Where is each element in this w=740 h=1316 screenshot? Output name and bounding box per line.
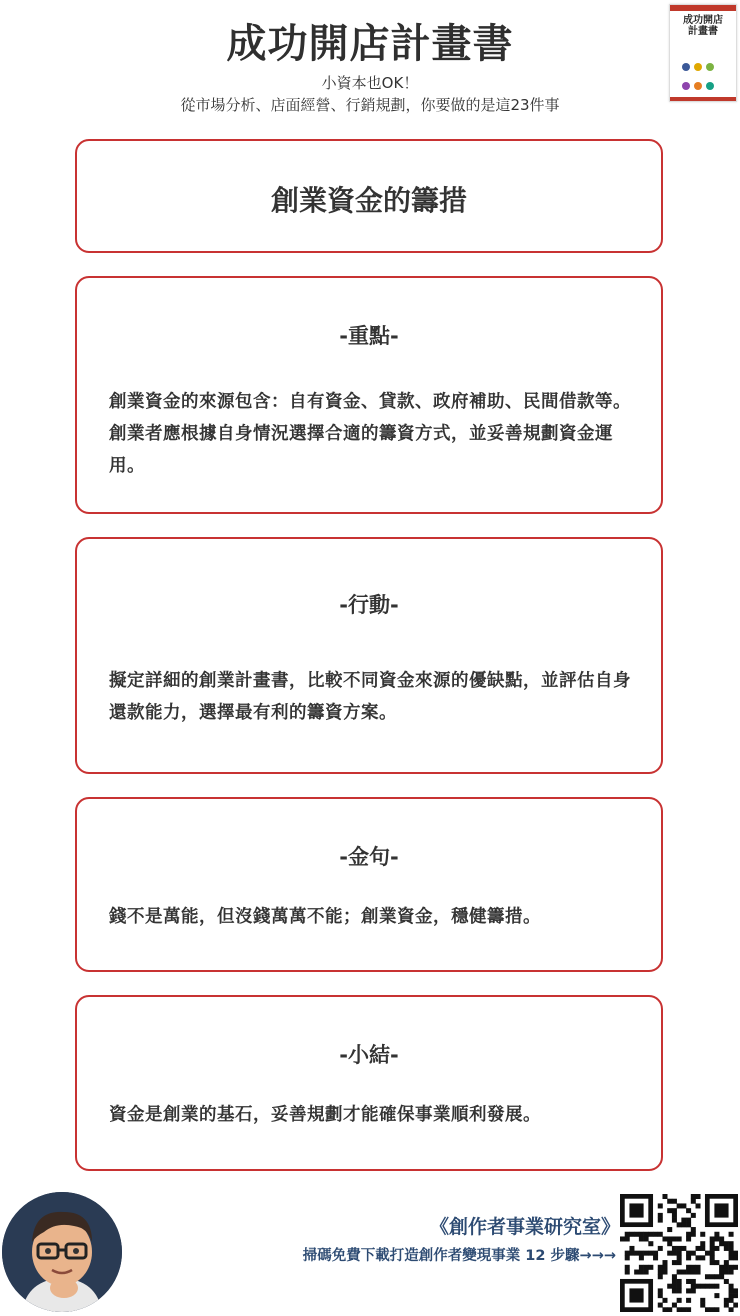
avatar	[2, 1192, 122, 1312]
book-dot-icon	[682, 63, 690, 71]
book-dot-icon	[694, 101, 702, 102]
topic-card	[75, 139, 663, 253]
page-tagline: 從市場分析、店面經營、行銷規劃，你要做的是這23件事	[180, 96, 560, 114]
section-heading: -行動-	[339, 593, 399, 617]
book-dot-icon	[706, 101, 714, 102]
section-body: 創業資金的來源包含：自有資金、貸款、政府補助、民間借款等。創業者應根據自身情況選擇合適的籌資方式，並妥善規劃資金運用。	[109, 392, 631, 476]
book-dot-icon	[706, 82, 714, 90]
section-heading: -金句-	[339, 845, 399, 869]
book-cover-bottom-band	[670, 97, 736, 101]
download-cta[interactable]: 掃碼免費下載打造創作者變現事業 12 步驟→→→	[302, 1248, 616, 1264]
book-cover-title-line1: 成功開店	[683, 15, 723, 26]
section-body: 資金是創業的基石，妥善規劃才能確保事業順利發展。	[109, 1105, 541, 1125]
qr-code[interactable]	[620, 1194, 738, 1312]
qr-code-icon	[620, 1194, 738, 1312]
section-body: 擬定詳細的創業計畫書，比較不同資金來源的優缺點，並評估自身還款能力，選擇最有利的籌資方案。	[109, 671, 631, 723]
page-subtitle: 小資本也OK！	[321, 74, 419, 92]
book-cover-thumbnail	[669, 4, 737, 102]
book-cover-band	[670, 5, 736, 11]
book-dot-icon	[694, 82, 702, 90]
page-title: 成功開店計畫書	[226, 21, 514, 67]
book-dot-icon	[682, 101, 690, 102]
book-cover-title-line2: 計畫書	[688, 26, 718, 37]
cartoon-avatar-icon	[2, 1192, 122, 1312]
section-heading: -小結-	[339, 1043, 399, 1067]
book-dot-icon	[682, 82, 690, 90]
section-card-quote	[75, 797, 663, 972]
header	[0, 18, 740, 116]
book-dot-icon	[706, 63, 714, 71]
section-card-action	[75, 537, 663, 774]
topic-title: 創業資金的籌措	[270, 184, 467, 217]
section-heading: -重點-	[339, 324, 399, 348]
studio-name: 《創作者事業研究室》	[429, 1216, 620, 1238]
section-body: 錢不是萬能，但沒錢萬萬不能；創業資金，穩健籌措。	[109, 907, 541, 927]
section-card-key-points	[75, 276, 663, 514]
book-dot-icon	[694, 63, 702, 71]
section-card-summary	[75, 995, 663, 1171]
book-cover-icons	[680, 57, 726, 102]
book-cover-title	[674, 15, 732, 37]
